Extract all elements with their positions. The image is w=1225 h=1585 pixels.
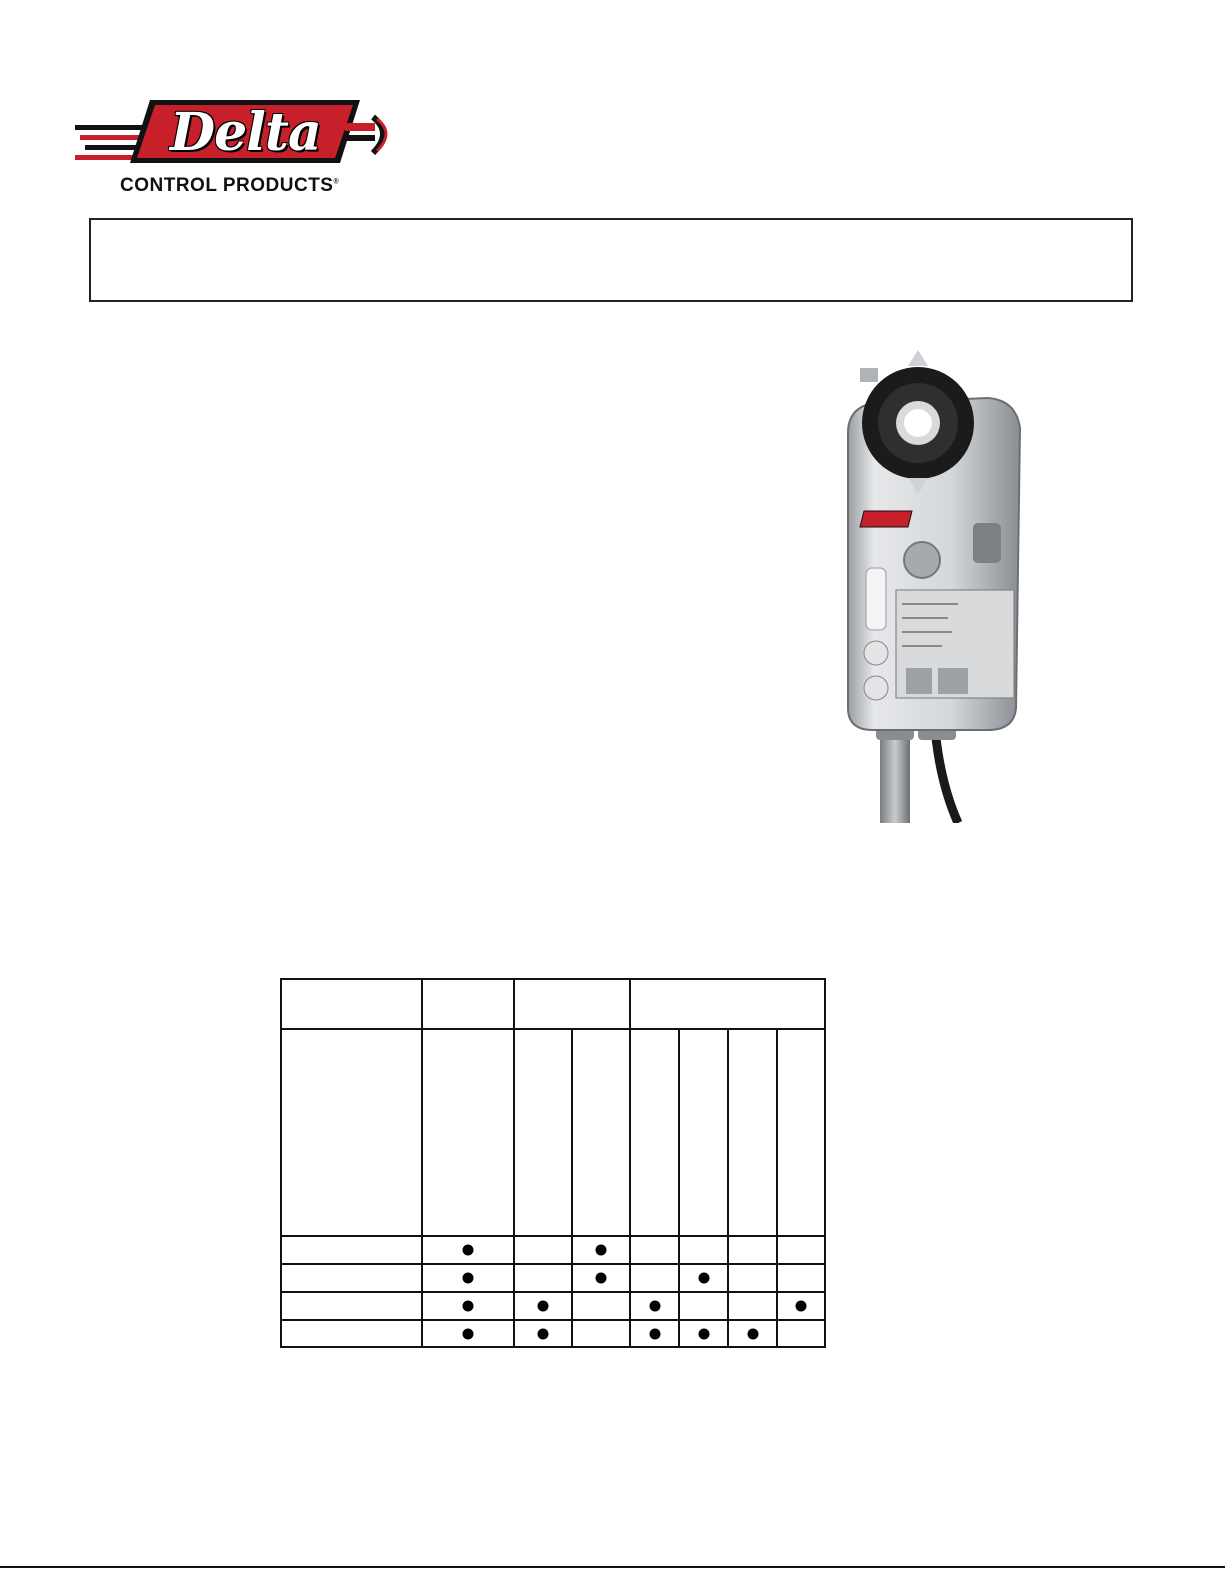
- logo-subtitle: CONTROL PRODUCTS®: [120, 175, 340, 196]
- feature-dot: [463, 1301, 474, 1312]
- feature-dot: [796, 1301, 807, 1312]
- feature-dot: [649, 1329, 660, 1340]
- feature-dot: [463, 1245, 474, 1256]
- title-box: [89, 218, 1133, 302]
- footer-rule: [0, 1566, 1225, 1568]
- feature-dot: [698, 1273, 709, 1284]
- table-hline: [282, 1028, 824, 1030]
- feature-dot: [698, 1329, 709, 1340]
- table-vline: [678, 1028, 680, 1346]
- feature-dot: [463, 1273, 474, 1284]
- feature-dot: [747, 1329, 758, 1340]
- actuator-photo: [838, 338, 1038, 823]
- logo-wordmark: Delta: [170, 102, 321, 163]
- table-vline: [727, 1028, 729, 1346]
- table-hline: [282, 1291, 824, 1293]
- feature-dot: [596, 1273, 607, 1284]
- table-vline: [571, 1028, 573, 1346]
- feature-dot: [463, 1329, 474, 1340]
- feature-dot: [649, 1301, 660, 1312]
- delta-logo: [75, 95, 405, 205]
- feature-dot: [538, 1329, 549, 1340]
- table-hline: [282, 1235, 824, 1237]
- model-feature-table: [280, 978, 826, 1348]
- table-hline: [282, 1319, 824, 1321]
- feature-dot: [596, 1245, 607, 1256]
- table-hline: [282, 1263, 824, 1265]
- feature-dot: [538, 1301, 549, 1312]
- table-vline: [776, 1028, 778, 1346]
